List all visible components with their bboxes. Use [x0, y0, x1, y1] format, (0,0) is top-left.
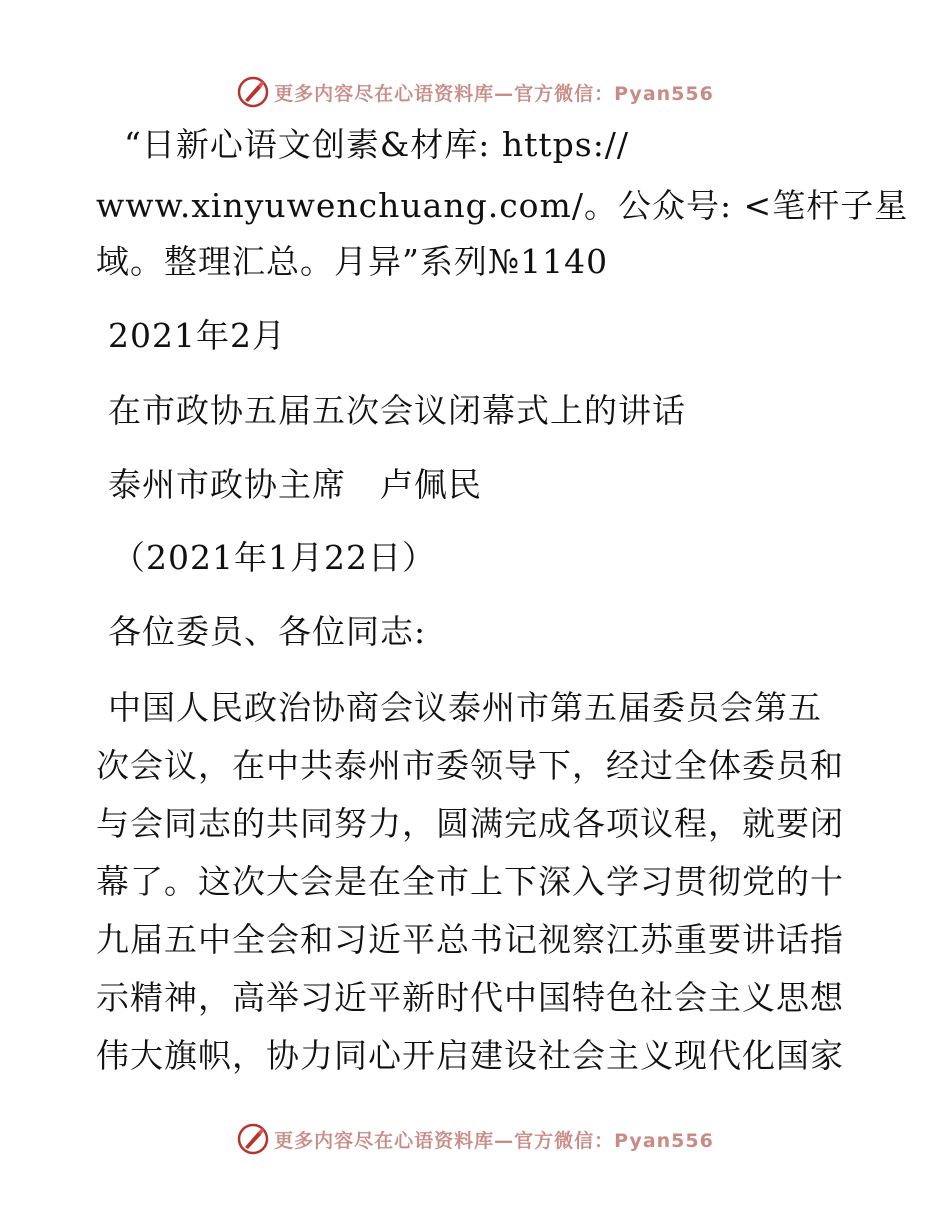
speech-date: （2021年1月22日） [112, 538, 436, 577]
header-line: www.xinyuwenchuang.com/。公众号: <笔杆子星 [96, 186, 909, 225]
body-line: 中国人民政治协商会议泰州市第五届委员会第五 [108, 688, 822, 727]
body-line: 幕了。这次大会是在全市上下深入学习贯彻党的十 [96, 862, 844, 901]
speaker-line: 泰州市政协主席 卢佩民 [108, 465, 482, 504]
document-date: 2021年2月 [108, 316, 286, 355]
watermark-text: 更多内容尽在心语资料库—官方微信：Pyan556 [274, 82, 714, 105]
salutation: 各位委员、各位同志: [108, 612, 427, 651]
watermark-text: 更多内容尽在心语资料库—官方微信：Pyan556 [274, 1129, 714, 1152]
body-line: 伟大旗帜，协力同心开启建设社会主义现代化国家 [96, 1036, 844, 1075]
header-line: “日新心语文创素&材库: https:// [124, 125, 630, 164]
speech-title: 在市政协五届五次会议闭幕式上的讲话 [108, 391, 686, 430]
body-line: 次会议，在中共泰州市委领导下，经过全体委员和 [96, 746, 844, 785]
body-line: 九届五中全会和习近平总书记视察江苏重要讲话指 [96, 920, 844, 959]
pen-logo-icon [236, 1122, 270, 1156]
watermark-banner-bottom [0, 1119, 950, 1159]
pen-logo-icon [236, 75, 270, 109]
watermark-banner-top [0, 72, 950, 112]
body-line: 与会同志的共同努力，圆满完成各项议程，就要闭 [96, 804, 844, 843]
header-line: 域。整理汇总。月异”系列№1140 [96, 242, 609, 281]
body-line: 示精神，高举习近平新时代中国特色社会主义思想 [96, 978, 844, 1017]
